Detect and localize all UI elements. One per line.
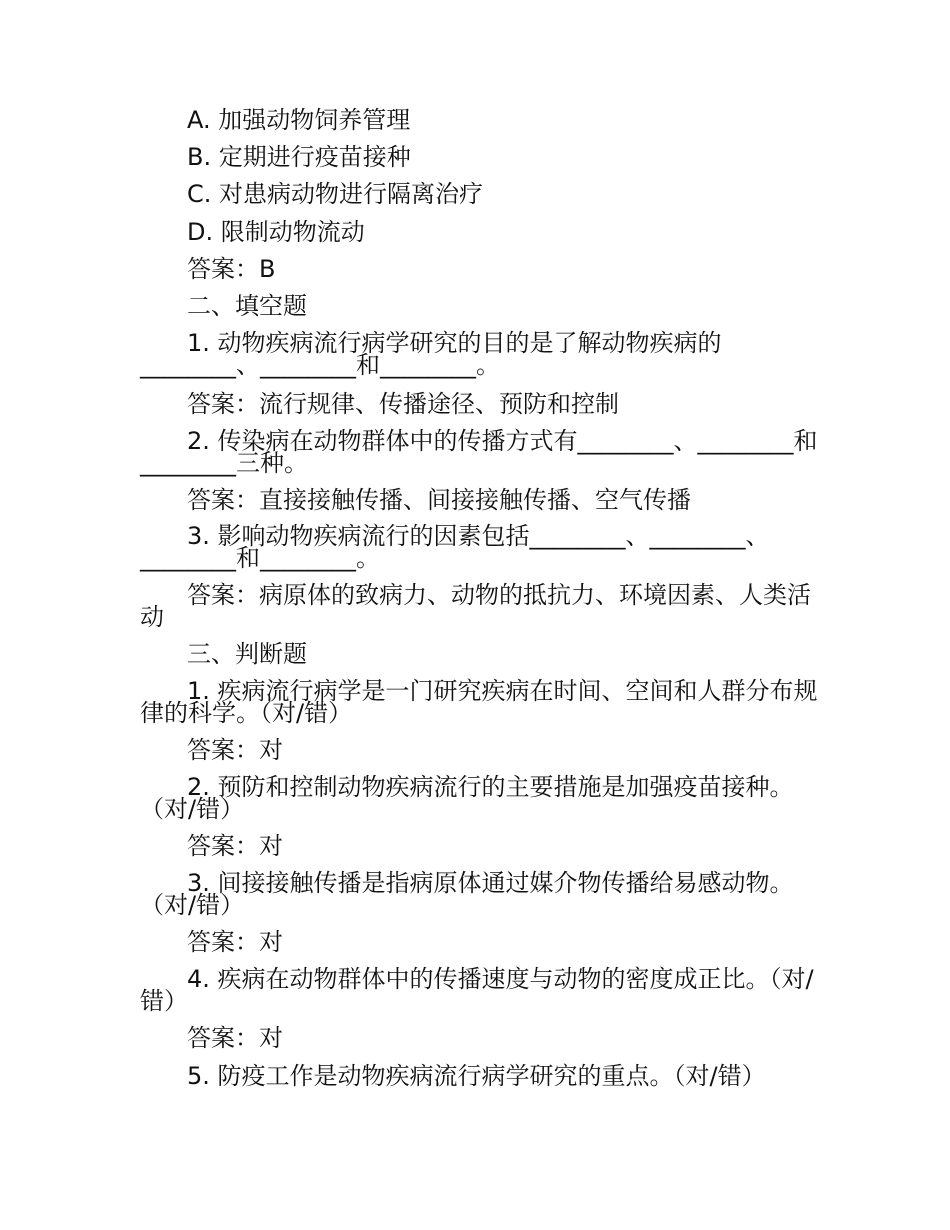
section-heading-true-false: 三、判断题 xyxy=(187,640,307,668)
option-a: A. 加强动物饲养管理 xyxy=(187,106,411,134)
answer-multiple-choice: 答案：B xyxy=(187,255,276,283)
fill-question-3: 3. 影响动物疾病流行的因素包括________、________、________和________。 xyxy=(140,522,770,572)
fill-answer-1: 答案：流行规律、传播途径、预防和控制 xyxy=(187,390,619,418)
true-false-question-3: 3. 间接接触传播是指病原体通过媒介物传播给易感动物。（对/错） xyxy=(140,869,794,919)
true-false-question-1: 1. 疾病流行病学是一门研究疾病在时间、空间和人群分布规律的科学。（对/错） xyxy=(140,677,818,727)
fill-answer-2: 答案：直接接触传播、间接接触传播、空气传播 xyxy=(187,486,691,514)
true-false-answer-2: 答案：对 xyxy=(187,832,283,860)
option-b: B. 定期进行疫苗接种 xyxy=(187,143,411,171)
fill-question-1: 1. 动物疾病流行病学研究的目的是了解动物疾病的________、________和________。 xyxy=(140,329,722,379)
true-false-answer-1: 答案：对 xyxy=(187,736,283,764)
true-false-question-4: 4. 疾病在动物群体中的传播速度与动物的密度成正比。（对/错） xyxy=(140,965,814,1015)
option-d: D. 限制动物流动 xyxy=(187,218,365,246)
true-false-question-2: 2. 预防和控制动物疾病流行的主要措施是加强疫苗接种。（对/错） xyxy=(140,773,794,823)
section-heading-fill-in: 二、填空题 xyxy=(187,292,307,320)
option-c: C. 对患病动物进行隔离治疗 xyxy=(187,180,484,208)
fill-answer-3: 答案：病原体的致病力、动物的抵抗力、环境因素、人类活动 xyxy=(140,581,811,631)
true-false-answer-4: 答案：对 xyxy=(187,1024,283,1052)
true-false-answer-3: 答案：对 xyxy=(187,928,283,956)
true-false-question-5: 5. 防疫工作是动物疾病流行病学研究的重点。（对/错） xyxy=(187,1062,766,1090)
fill-question-2: 2. 传染病在动物群体中的传播方式有________、________和________三种。 xyxy=(140,427,818,477)
